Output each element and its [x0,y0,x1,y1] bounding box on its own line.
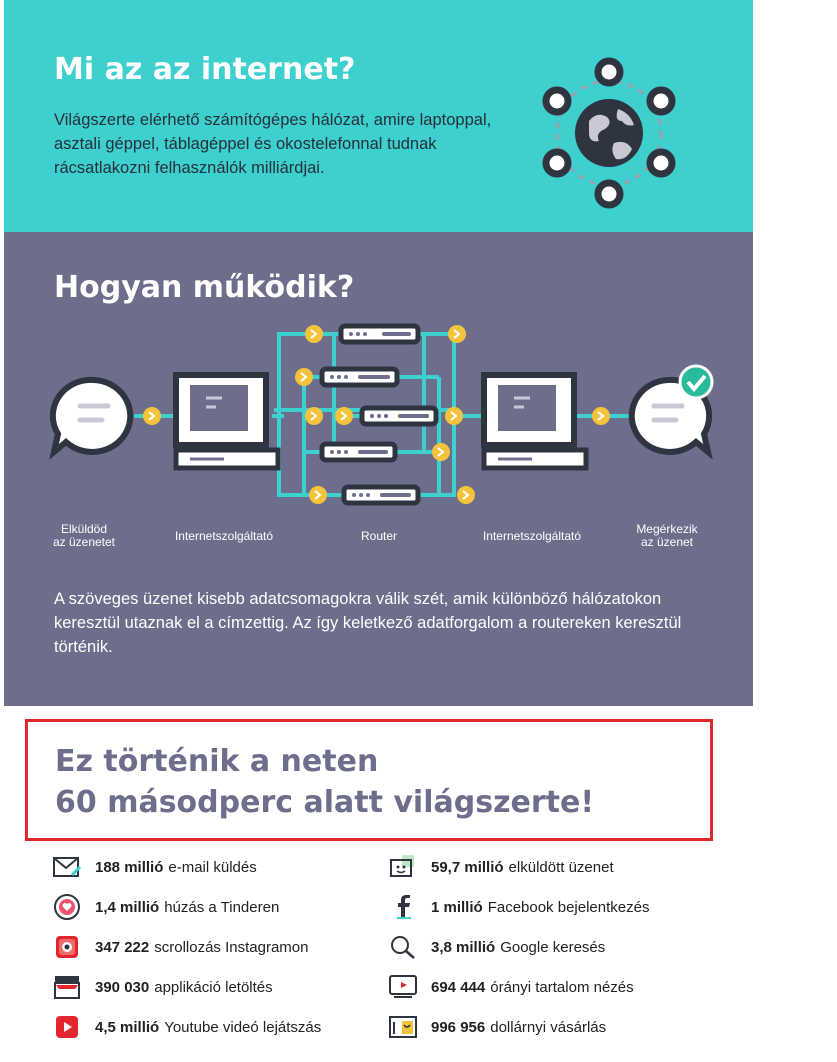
stat-item: 3,8 millió Google keresés [388,934,605,960]
chat-bubble-arrived-icon [632,366,712,452]
chat-bubble-sent-icon [53,380,130,452]
instagram-icon [52,934,82,960]
stats-title-box [25,719,713,841]
computer-left-icon [176,375,278,468]
stat-item: 390 030 applikáció letöltés [52,974,273,1000]
how-it-works-section [4,232,753,706]
stats-title-line2: 60 másodperc alatt világszerte! [55,785,595,820]
intro-title: Mi az az internet? [54,52,356,87]
how-text: A szöveges üzenet kisebb adatcsomagokra válik szét, amik különböző hálózatokon keresztül utaznak el a címzettig. Az így keletkező adatforgalom a routereken keresztül történik. [54,590,682,656]
label-router: Router [360,529,398,543]
computer-right-icon [484,375,586,468]
label-arrived: Megérkezik az üzenet [636,522,698,549]
stat-item: 694 444 órányi tartalom nézés [388,974,634,1000]
tv-play-icon [388,974,418,1000]
stats-title-line1: Ez történik a neten [55,744,379,779]
stat-item: 1,4 millió húzás a Tinderen [52,894,279,920]
stat-item: 996 956 dollárnyi vásárlás [388,1014,606,1040]
stat-item: 347 222 scrollozás Instagramon [52,934,308,960]
app-store-icon [52,974,82,1000]
stat-item: 59,7 millió elküldött üzenet [388,854,614,880]
tinder-heart-icon [52,894,82,920]
email-icon [52,854,82,880]
intro-section [4,0,753,232]
label-sent: Elküldöd az üzenetet [52,522,116,549]
youtube-icon [52,1014,82,1040]
intro-text: Világszerte elérhető számítógépes hálózat, amire laptoppal, asztali géppel, táblagéppel és okostelefonnal tudnak rácsatlakozni felhasználók milliárdjai. [54,111,492,177]
network-diagram [4,312,753,552]
facebook-icon [388,894,418,920]
search-icon [388,934,418,960]
message-icon [388,854,418,880]
label-isp-left: Internetszolgáltató [174,529,274,543]
shop-icon [388,1014,418,1040]
stat-item: 4,5 millió Youtube videó lejátszás [52,1014,321,1040]
network-globe-icon [534,55,684,210]
how-title: Hogyan működik? [54,270,355,305]
stat-item: 188 millió e-mail küldés [52,854,257,880]
stat-item: 1 millió Facebook bejelentkezés [388,894,649,920]
label-isp-right: Internetszolgáltató [482,529,582,543]
